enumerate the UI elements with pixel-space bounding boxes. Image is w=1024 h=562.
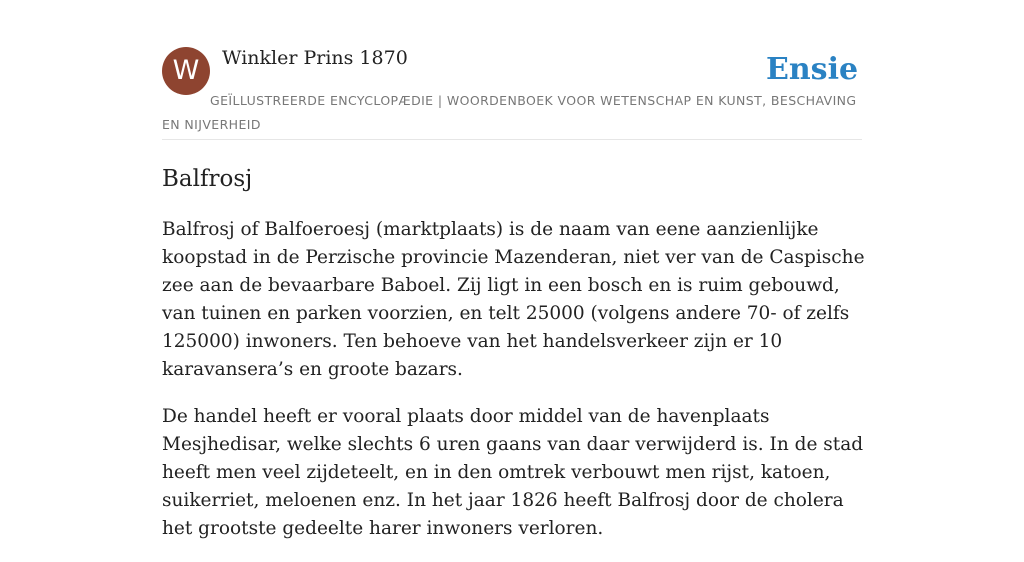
entry-title: Balfrosj <box>162 166 253 192</box>
header-divider <box>162 139 862 140</box>
source-subtitle: GEÏLLUSTREERDE ENCYCLOPÆDIE | WOORDENBOEK VOOR WETENSCHAP EN KUNST, BESCHAVING EN NIJVERHEID <box>162 93 857 132</box>
entry-body <box>162 216 867 562</box>
ensie-logo[interactable]: Ensie <box>766 52 859 87</box>
paragraph: De handel heeft er vooral plaats door middel van de havenplaats Mesjhedisar, welke slechts 6 uren gaans van daar verwijderd is. In de stad heeft men veel zijdeteelt, en in den omtrek verbouwt men rijst, katoen, suikerriet, meloenen enz. In het jaar 1826 heeft Balfrosj door de cholera het grootste gedeelte harer inwoners verloren. <box>162 406 864 539</box>
source-avatar[interactable]: W <box>162 47 210 95</box>
paragraph: Balfrosj of Balfoeroesj (marktplaats) is de naam van eene aanzienlijke koopstad in de Perzische provincie Mazenderan, niet ver van de Caspische zee aan de bevaarbare Baboel. Zij ligt in een bosch en is ruim gebouwd, van tuinen en parken voorzien, en telt 25000 (volgens andere 70- of zelfs 125000) inwoners. Ten behoeve van het handelsverkeer zijn er 10 karavansera’s en groote bazars. <box>162 219 865 380</box>
source-title-link[interactable]: Winkler Prins 1870 <box>222 47 408 69</box>
